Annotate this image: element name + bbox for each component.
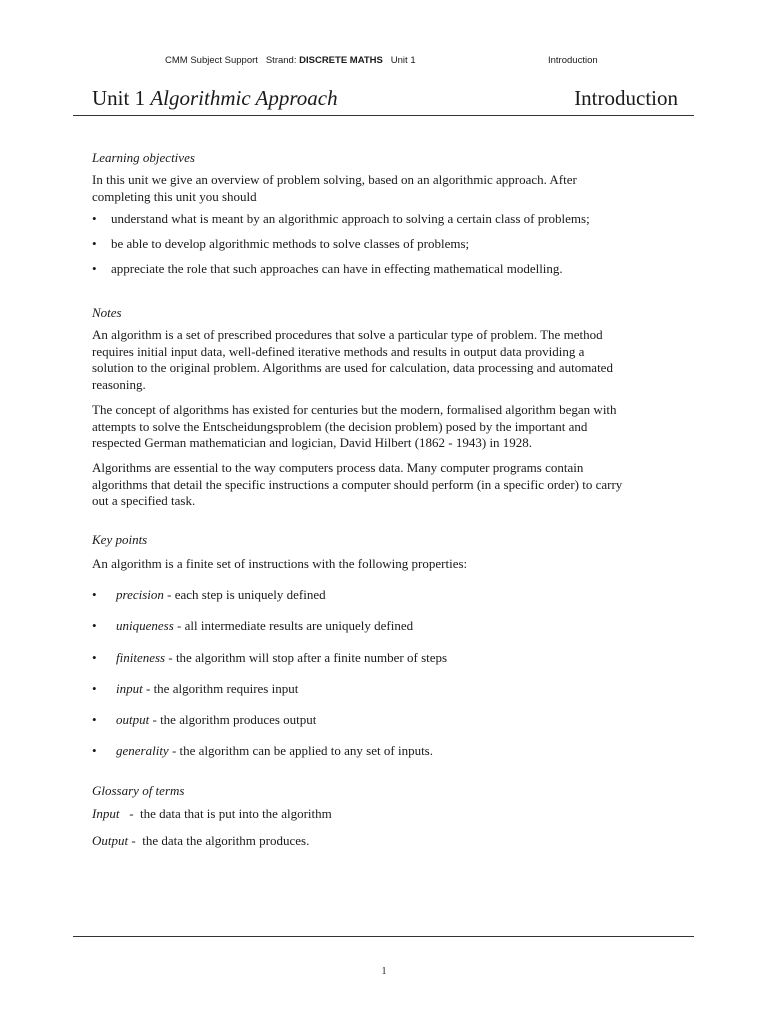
objective-text: appreciate the role that such approaches can have in effecting mathematical modelling. bbox=[111, 261, 563, 276]
page-title bbox=[92, 86, 678, 112]
header-left bbox=[165, 55, 416, 66]
key-point-term: output bbox=[116, 712, 150, 727]
header-strand: DISCRETE MATHS bbox=[299, 55, 383, 66]
key-point-term: finiteness bbox=[116, 650, 166, 665]
key-point-desc: - the algorithm can be applied to any set of inputs. bbox=[168, 743, 433, 758]
key-point-text bbox=[116, 681, 298, 697]
notes-heading: Notes bbox=[92, 305, 122, 320]
bullet-icon: • bbox=[92, 650, 97, 665]
key-point-text bbox=[116, 712, 316, 728]
objective-text: be able to develop algorithmic methods to solve classes of problems; bbox=[111, 236, 470, 251]
unit-number: Unit 1 bbox=[92, 86, 151, 110]
key-point-desc: - the algorithm requires input bbox=[142, 681, 299, 696]
unit-title bbox=[92, 86, 338, 111]
page-number: 1 bbox=[381, 966, 387, 977]
bullet-icon: • bbox=[92, 743, 97, 758]
key-point-desc: - the algorithm produces output bbox=[149, 712, 317, 727]
paragraph-line: algorithms that detail the specific instructions a computer should perform (in a specific order) to carry bbox=[92, 476, 623, 492]
key-point-desc: - all intermediate results are uniquely defined bbox=[173, 618, 414, 633]
bullet-icon: • bbox=[92, 681, 97, 696]
glossary-definition: - the data the algorithm produces. bbox=[128, 833, 310, 848]
glossary-item bbox=[92, 806, 332, 822]
glossary-term: Input bbox=[92, 806, 120, 821]
header-right: Introduction bbox=[548, 55, 598, 66]
header-unit: Unit 1 bbox=[382, 55, 416, 66]
key-point-desc: - the algorithm will stop after a finite number of steps bbox=[165, 650, 448, 665]
bullet-icon: • bbox=[92, 618, 97, 633]
glossary-definition: - the data that is put into the algorithm bbox=[119, 806, 332, 821]
paragraph-line: attempts to solve the Entscheidungsproblem (the decision problem) posed by the important and bbox=[92, 418, 588, 434]
bullet-icon: • bbox=[92, 211, 97, 226]
footer-divider bbox=[73, 936, 694, 937]
paragraph-line: reasoning. bbox=[92, 376, 146, 392]
header-divider bbox=[73, 115, 694, 116]
key-point-term: generality bbox=[116, 743, 169, 758]
learning-objectives-intro bbox=[92, 172, 682, 205]
bullet-icon: • bbox=[92, 261, 97, 276]
key-point-text bbox=[116, 587, 326, 603]
notes-paragraph bbox=[92, 402, 682, 452]
glossary-term: Output bbox=[92, 833, 129, 848]
glossary-heading: Glossary of terms bbox=[92, 783, 185, 798]
learning-objectives-heading: Learning objectives bbox=[92, 150, 195, 165]
intro-line: completing this unit you should bbox=[92, 188, 257, 204]
notes-paragraph bbox=[92, 460, 682, 510]
key-point-desc: - each step is uniquely defined bbox=[163, 587, 326, 602]
paragraph-line: solution to the original problem. Algorithms are used for calculation, data processing and automated bbox=[92, 360, 613, 375]
key-point-text bbox=[116, 650, 447, 666]
unit-name: Algorithmic Approach bbox=[150, 86, 338, 110]
objective-text: understand what is meant by an algorithmic approach to solving a certain class of problems; bbox=[111, 211, 590, 226]
paragraph-line: requires initial input data, well-defined iterative methods and results in output data providing a bbox=[92, 343, 585, 359]
intro-line: In this unit we give an overview of problem solving, based on an algorithmic approach. After bbox=[92, 172, 577, 187]
bullet-icon: • bbox=[92, 712, 97, 727]
key-points-intro: An algorithm is a finite set of instructions with the following properties: bbox=[92, 556, 468, 571]
key-point-text bbox=[116, 618, 413, 634]
key-point-term: precision bbox=[116, 587, 164, 602]
paragraph-line: Algorithms are essential to the way computers process data. Many computer programs contain bbox=[92, 460, 584, 475]
paragraph-line: An algorithm is a set of prescribed procedures that solve a particular type of problem. The method bbox=[92, 327, 603, 342]
notes-paragraph bbox=[92, 327, 682, 393]
key-point-term: uniqueness bbox=[116, 618, 174, 633]
bullet-icon: • bbox=[92, 587, 97, 602]
key-points-heading: Key points bbox=[92, 532, 148, 547]
paragraph-line: respected German mathematician and logician, David Hilbert (1862 - 1943) in 1928. bbox=[92, 435, 533, 450]
key-point-term: input bbox=[116, 681, 143, 696]
running-header bbox=[0, 55, 768, 69]
paragraph-line: The concept of algorithms has existed for centuries but the modern, formalised algorithm began with bbox=[92, 402, 617, 417]
bullet-icon: • bbox=[92, 236, 97, 251]
section-title: Introduction bbox=[574, 86, 678, 110]
key-point-text bbox=[116, 743, 433, 759]
header-subject: CMM Subject Support Strand: bbox=[165, 55, 300, 66]
glossary-item bbox=[92, 833, 309, 849]
paragraph-line: out a specified task. bbox=[92, 493, 196, 508]
